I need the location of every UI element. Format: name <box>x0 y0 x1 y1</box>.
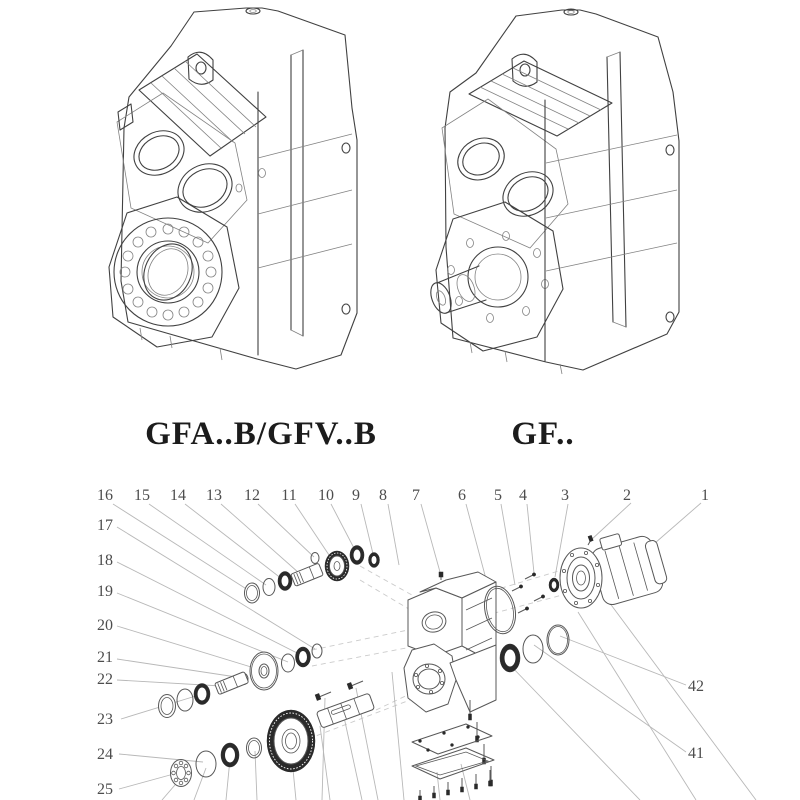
callout-2: 2 <box>623 487 631 504</box>
figure-label-right: GF.. <box>511 416 575 452</box>
callout-16: 16 <box>97 487 113 504</box>
callout-41: 41 <box>688 745 704 762</box>
callout-11: 11 <box>281 487 297 504</box>
callout-7: 7 <box>412 487 420 504</box>
gearbox-left-drawing <box>109 8 357 369</box>
callout-numbers-left <box>97 517 113 798</box>
exploded-view <box>97 487 756 800</box>
callout-3: 3 <box>561 487 569 504</box>
gearbox-right-drawing <box>427 9 679 374</box>
callout-18: 18 <box>97 552 113 569</box>
callout-17: 17 <box>97 517 113 534</box>
callout-8: 8 <box>379 487 387 504</box>
callout-4: 4 <box>519 487 527 504</box>
callout-5: 5 <box>494 487 502 504</box>
callout-21: 21 <box>97 649 113 666</box>
motor-unit <box>560 524 670 608</box>
callout-20: 20 <box>97 617 113 634</box>
callout-22: 22 <box>97 671 113 688</box>
gear-housing <box>404 572 496 786</box>
figure-label-left: GFA..B/GFV..B <box>145 416 377 452</box>
callout-19: 19 <box>97 583 113 600</box>
callout-12: 12 <box>244 487 260 504</box>
callout-numbers-right <box>688 678 704 762</box>
intermediate-shaft-assembly <box>159 644 323 718</box>
bottom-cover-assembly <box>412 724 494 800</box>
vent-plug <box>439 572 443 580</box>
callout-13: 13 <box>206 487 222 504</box>
callout-numbers-top <box>97 487 709 504</box>
output-bearing-and-rings <box>500 625 569 672</box>
callout-42: 42 <box>688 678 704 695</box>
input-shaft-assembly <box>245 546 380 604</box>
callout-25: 25 <box>97 781 113 798</box>
callout-1: 1 <box>701 487 709 504</box>
callout-6: 6 <box>458 487 466 504</box>
callout-14: 14 <box>170 487 186 504</box>
callout-24: 24 <box>97 746 113 763</box>
callout-23: 23 <box>97 711 113 728</box>
callout-9: 9 <box>352 487 360 504</box>
callout-15: 15 <box>134 487 150 504</box>
callout-10: 10 <box>318 487 334 504</box>
output-gear <box>267 710 315 772</box>
